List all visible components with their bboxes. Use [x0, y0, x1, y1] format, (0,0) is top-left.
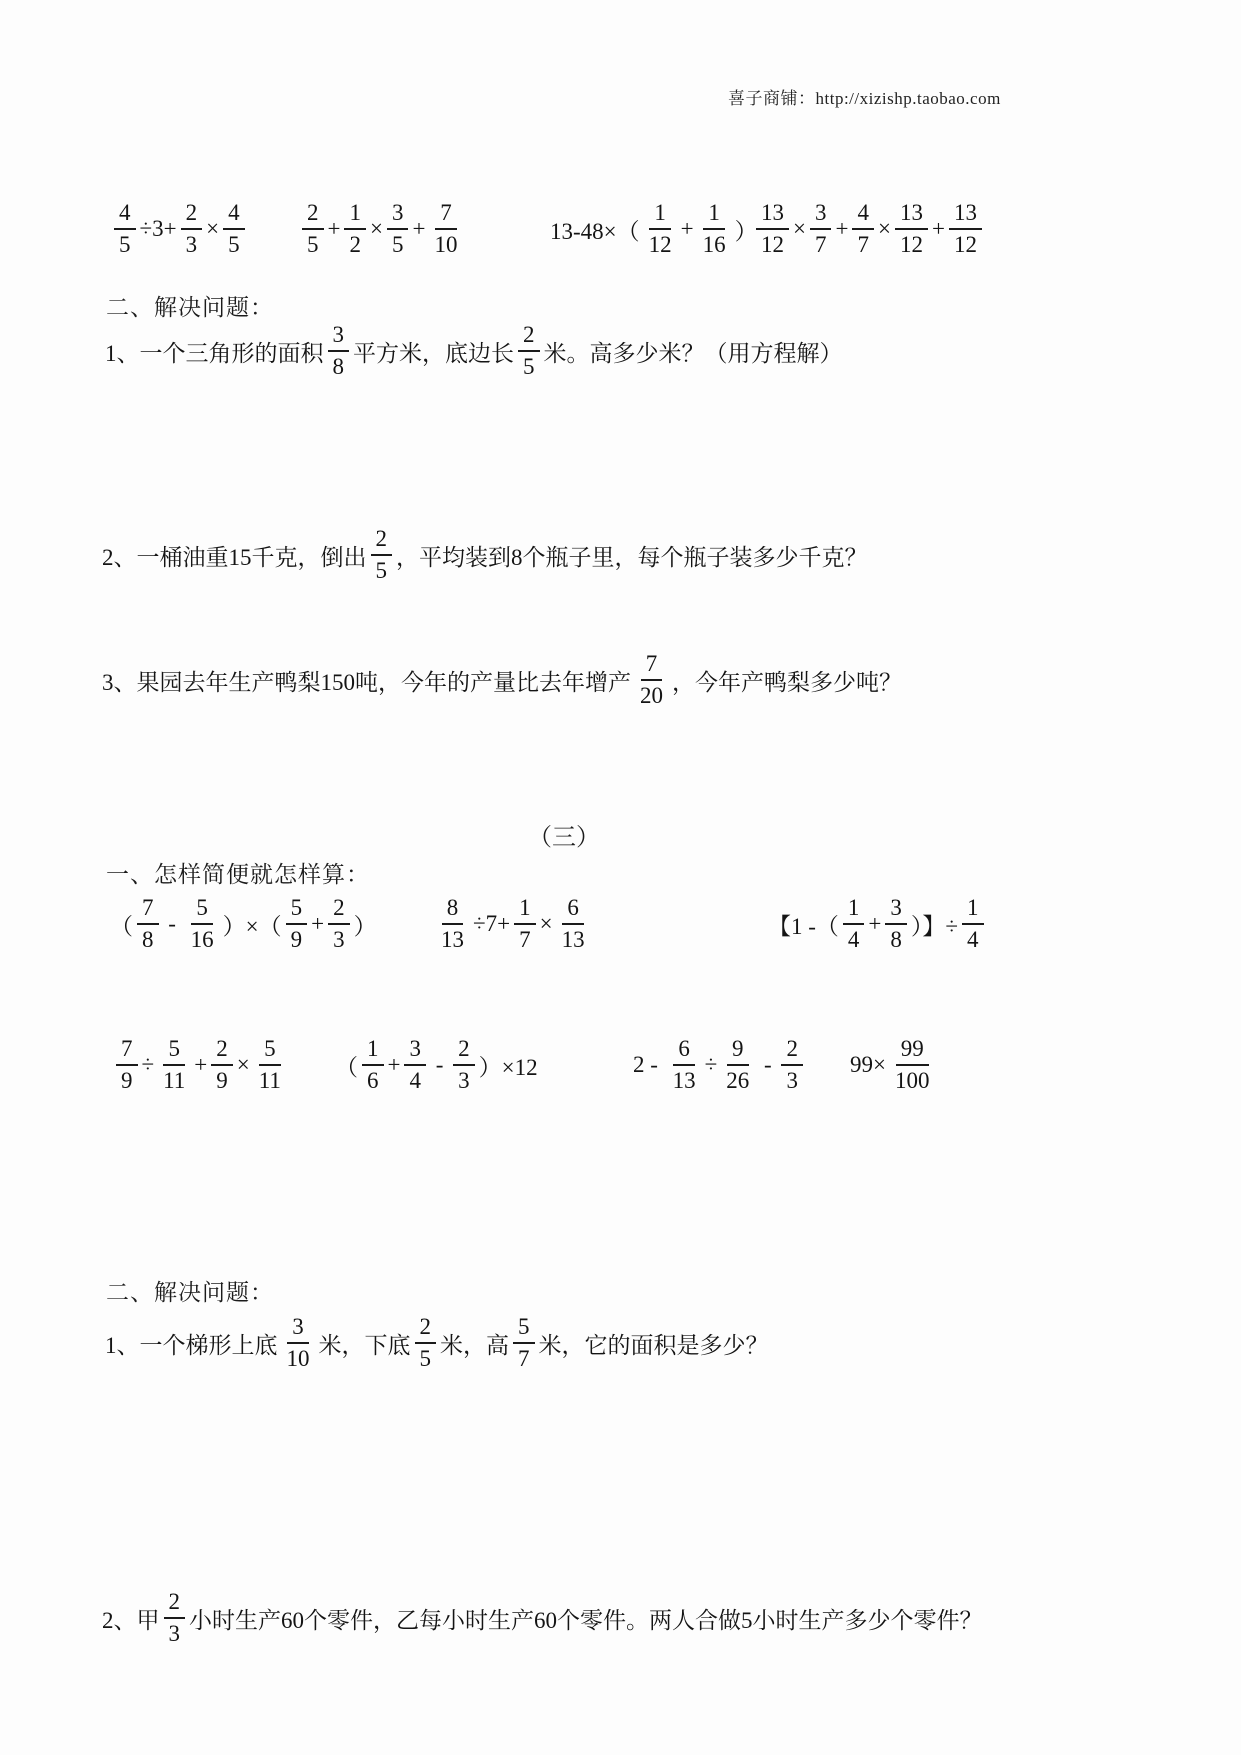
fraction-numerator: 1	[362, 1036, 384, 1066]
fraction-numerator: 3	[885, 895, 907, 925]
fraction-denominator: 8	[890, 927, 902, 952]
fraction	[781, 1036, 803, 1095]
fraction-denominator: 8	[332, 354, 344, 379]
expression-text: ×	[877, 216, 891, 241]
expression-text: +	[387, 1052, 401, 1077]
expression-text: ）】÷	[910, 913, 959, 939]
fraction-numerator: 2	[302, 200, 324, 230]
fraction	[328, 895, 350, 954]
fraction-numerator: 5	[286, 895, 308, 925]
fraction-numerator: 7	[641, 651, 663, 681]
fraction-denominator: 12	[761, 232, 784, 257]
fraction-numerator: 3	[287, 1314, 309, 1344]
fraction-numerator: 2	[211, 1036, 233, 1066]
fraction-denominator: 4	[847, 927, 860, 952]
fraction	[328, 322, 350, 381]
math-expression	[335, 1026, 538, 1104]
fraction	[371, 526, 393, 585]
expression-text: -	[429, 1052, 450, 1077]
section-title-solve-problems: 二、解决问题：	[106, 295, 274, 320]
fraction-numerator: 8	[442, 895, 464, 925]
expression-text: ，今年产鸭梨多少吨？	[672, 669, 902, 695]
fraction	[137, 895, 159, 954]
fraction-denominator: 5	[119, 232, 131, 257]
section-title-calc: 一、怎样简便就怎样算：	[106, 862, 370, 887]
expression-text: 米，下底	[318, 1332, 411, 1358]
expression-text: 2 -	[633, 1052, 664, 1077]
fraction-numerator: 6	[562, 895, 584, 925]
fraction-numerator: 5	[191, 895, 213, 925]
fraction-denominator: 5	[375, 558, 387, 583]
fraction-denominator: 5	[228, 232, 240, 257]
expression-text: +	[311, 911, 325, 936]
fraction-numerator: 1	[344, 200, 366, 230]
math-expression	[850, 1026, 938, 1104]
fraction-numerator: 7	[435, 200, 457, 230]
fraction-denominator: 20	[640, 683, 663, 708]
fraction	[810, 200, 832, 259]
fraction	[164, 1589, 186, 1648]
fraction-denominator: 13	[561, 927, 585, 952]
fraction-denominator: 7	[519, 927, 531, 952]
fraction	[721, 1036, 754, 1095]
math-expression	[550, 193, 758, 265]
expression-text: 米，它的面积是多少？	[538, 1332, 769, 1358]
fraction-denominator: 7	[814, 232, 827, 257]
fraction-numerator: 3	[328, 322, 350, 352]
expression-text: +	[194, 1052, 208, 1077]
section-heading-three: （三）	[528, 825, 600, 851]
expression-text: 米。高多少米？（用方程解）	[543, 340, 843, 366]
fraction	[514, 895, 536, 954]
expression-text: 2、甲	[102, 1607, 160, 1633]
math-expression	[768, 886, 988, 962]
fraction	[635, 651, 668, 710]
fraction-numerator: 2	[781, 1036, 803, 1066]
fraction-numerator: 5	[513, 1314, 535, 1344]
fraction-denominator: 9	[216, 1068, 228, 1093]
fraction-denominator: 8	[142, 927, 154, 952]
expression-text: ×	[539, 911, 553, 936]
fraction-denominator: 9	[290, 927, 303, 952]
fraction-numerator: 2	[328, 895, 350, 925]
fraction	[282, 1314, 315, 1373]
expression-text: （	[335, 1054, 358, 1080]
fraction	[429, 200, 462, 259]
problem-line	[105, 314, 843, 388]
fraction-denominator: 13	[441, 927, 464, 952]
fraction-numerator: 1	[962, 895, 984, 925]
math-expression	[110, 886, 377, 962]
fraction-numerator: 99	[896, 1036, 929, 1066]
fraction	[211, 1036, 233, 1095]
fraction	[415, 1314, 437, 1373]
problem-line	[102, 1578, 983, 1658]
fraction-denominator: 3	[786, 1068, 798, 1093]
section-title-solve-problems: 二、解决问题：	[106, 1280, 274, 1305]
fraction	[254, 1036, 286, 1095]
fraction-numerator: 4	[852, 200, 874, 230]
expression-text: 99×	[850, 1052, 886, 1077]
fraction-numerator: 2	[371, 526, 393, 556]
fraction-denominator: 13	[672, 1068, 696, 1093]
fraction-denominator: 11	[163, 1068, 186, 1093]
fraction-numerator: 4	[114, 200, 136, 230]
expression-text: ）×12	[478, 1054, 538, 1080]
fraction-denominator: 7	[518, 1346, 530, 1371]
fraction-numerator: 9	[727, 1036, 749, 1066]
fraction-numerator: 1	[843, 895, 865, 925]
fraction-numerator: 2	[181, 200, 203, 230]
expression-text: +	[835, 216, 849, 241]
expression-text: ）×（	[222, 913, 282, 939]
math-expression	[112, 1026, 290, 1104]
expression-text: ）	[734, 218, 758, 244]
expression-text: ÷	[704, 1052, 718, 1077]
fraction	[885, 895, 907, 954]
fraction	[852, 200, 874, 259]
fraction-numerator: 2	[518, 322, 540, 352]
fraction	[344, 200, 366, 259]
fraction	[698, 200, 731, 259]
fraction-numerator: 5	[163, 1036, 185, 1066]
expression-text: 平方米，底边长	[353, 340, 514, 366]
fraction-numerator: 13	[949, 200, 982, 230]
fraction	[557, 895, 590, 954]
fraction-denominator: 16	[190, 927, 214, 952]
expression-text: 米，高	[440, 1332, 509, 1358]
expression-text: +	[327, 216, 341, 241]
expression-text: 1、一个三角形的面积	[105, 340, 324, 366]
fraction	[756, 200, 789, 259]
fraction-denominator: 26	[726, 1068, 750, 1093]
fraction	[362, 1036, 384, 1095]
fraction-numerator: 2	[453, 1036, 475, 1066]
fraction	[513, 1314, 535, 1373]
fraction	[181, 200, 203, 259]
fraction-denominator: 5	[523, 354, 535, 379]
fraction-denominator: 4	[409, 1068, 421, 1093]
fraction	[644, 200, 677, 259]
math-expression	[298, 193, 466, 265]
expression-text: -	[758, 1052, 778, 1077]
problem-line	[102, 517, 868, 593]
fraction-denominator: 10	[286, 1346, 310, 1371]
fraction	[186, 895, 219, 954]
fraction-numerator: 5	[259, 1036, 281, 1066]
fraction-denominator: 2	[349, 232, 361, 257]
fraction-denominator: 12	[648, 232, 672, 257]
fraction-numerator: 2	[415, 1314, 437, 1344]
fraction-numerator: 13	[895, 200, 928, 230]
fraction-numerator: 7	[116, 1036, 138, 1066]
fraction-denominator: 10	[434, 232, 458, 257]
expression-text: ×	[793, 216, 806, 241]
fraction-denominator: 16	[702, 232, 726, 257]
expression-text: ÷7+	[473, 911, 511, 936]
expression-text: 3、果园去年生产鸭梨150吨，今年的产量比去年增产	[102, 669, 631, 695]
fraction	[116, 1036, 138, 1095]
fraction-numerator: 4	[223, 200, 245, 230]
fraction	[436, 895, 469, 954]
fraction	[962, 895, 984, 954]
expression-text: 2、一桶油重15千克，倒出	[102, 544, 367, 570]
fraction	[286, 895, 308, 954]
fraction-denominator: 5	[419, 1346, 431, 1371]
expression-text: -	[162, 911, 182, 936]
fraction	[158, 1036, 190, 1095]
fraction-denominator: 12	[953, 232, 977, 257]
math-expression	[432, 886, 594, 962]
fraction	[890, 1036, 935, 1095]
problem-line	[102, 641, 902, 719]
fraction	[843, 895, 865, 954]
fraction-numerator: 7	[137, 895, 159, 925]
expression-text: ×	[369, 216, 383, 241]
problem-line	[105, 1303, 769, 1383]
fraction-numerator: 13	[756, 200, 789, 230]
fraction-numerator: 1	[514, 895, 536, 925]
fraction	[404, 1036, 426, 1095]
fraction	[518, 322, 540, 381]
fraction	[453, 1036, 475, 1095]
fraction	[114, 200, 136, 259]
expression-text: ×	[206, 216, 220, 241]
expression-text: +	[412, 216, 426, 241]
expression-text: （	[110, 913, 133, 939]
fraction	[223, 200, 245, 259]
expression-text: 小时生产60个零件，乙每小时生产60个零件。两人合做5小时生产多少个零件？	[189, 1607, 983, 1633]
fraction-numerator: 1	[649, 200, 671, 230]
expression-text: ，平均装到8个瓶子里，每个瓶子装多少千克？	[396, 544, 868, 570]
expression-text: 13-48×（	[550, 218, 640, 244]
expression-text: +	[931, 216, 945, 241]
expression-text: ÷	[141, 1052, 155, 1077]
fraction-numerator: 3	[810, 200, 832, 230]
expression-text: ÷3+	[139, 216, 177, 241]
fraction-denominator: 3	[458, 1068, 470, 1093]
fraction	[387, 200, 409, 259]
shop-watermark: 喜子商铺：http://xizishp.taobao.com	[728, 89, 1001, 108]
fraction-denominator: 7	[857, 232, 869, 257]
expression-text: +	[868, 911, 882, 936]
fraction-denominator: 12	[899, 232, 923, 257]
fraction	[668, 1036, 701, 1095]
fraction-denominator: 3	[333, 927, 345, 952]
expression-text: 1、一个梯形上底	[105, 1332, 278, 1358]
fraction	[895, 200, 928, 259]
fraction-denominator: 3	[185, 232, 198, 257]
fraction-denominator: 100	[894, 1068, 930, 1093]
fraction-denominator: 6	[367, 1068, 379, 1093]
fraction-denominator: 4	[967, 927, 979, 952]
fraction-numerator: 1	[703, 200, 725, 230]
fraction-denominator: 11	[258, 1068, 281, 1093]
math-expression	[110, 193, 249, 265]
fraction-numerator: 3	[404, 1036, 426, 1066]
fraction-numerator: 6	[673, 1036, 695, 1066]
fraction	[302, 200, 324, 259]
expression-text: ）	[353, 913, 377, 939]
fraction-denominator: 9	[121, 1068, 133, 1093]
math-expression	[752, 193, 986, 265]
expression-text: +	[680, 216, 694, 241]
fraction-numerator: 3	[387, 200, 409, 230]
math-expression	[633, 1026, 807, 1104]
expression-text: 【1 -（	[768, 913, 839, 939]
fraction-denominator: 5	[391, 232, 404, 257]
fraction-denominator: 5	[307, 232, 319, 257]
fraction-numerator: 2	[164, 1589, 186, 1619]
expression-text: ×	[236, 1052, 250, 1077]
fraction-denominator: 3	[168, 1621, 180, 1646]
fraction	[949, 200, 982, 259]
